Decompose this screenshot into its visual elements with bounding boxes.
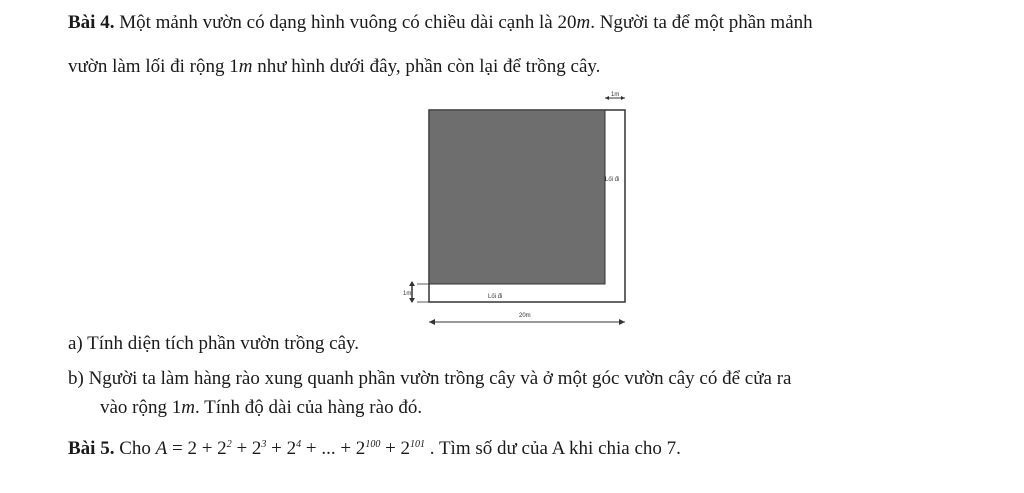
part-b-text-2b: . Tính độ dài của hàng rào đó. <box>195 397 423 418</box>
exponent: 100 <box>365 439 381 450</box>
formula-part: + 2 <box>231 438 262 459</box>
part-b-text-1: b) Người ta làm hàng rào xung quanh phần vườn trồng cây và ở một góc vườn cây có để cửa ra <box>68 368 792 389</box>
var-A: A <box>155 438 168 459</box>
arrow-head <box>621 96 625 100</box>
problem-4-text-2a: vườn làm lối đi rộng 1 <box>68 56 239 77</box>
bottom-path-label: Lối đi <box>488 294 503 300</box>
formula-part: + ... + 2 <box>301 438 366 459</box>
formula-part: = 2 + 2 <box>167 438 227 459</box>
part-b-text-2a: vào rộng 1 <box>100 397 182 418</box>
part-b-line-2 <box>100 397 422 419</box>
arrow-head <box>605 96 609 100</box>
arrow-head <box>429 319 435 325</box>
formula-A <box>156 438 425 459</box>
exponent: 3 <box>261 439 267 450</box>
unit-m: m <box>238 56 253 77</box>
problem-5 <box>68 438 681 460</box>
arrow-head <box>409 281 415 286</box>
garden-figure <box>395 88 635 328</box>
exponent: 4 <box>296 439 302 450</box>
arrow-head <box>619 319 625 325</box>
formula-part: + 2 <box>380 438 411 459</box>
bottom-length-label: 20m <box>519 313 531 319</box>
problem-4-label: Bài 4. <box>68 12 115 33</box>
exponent: 2 <box>226 439 232 450</box>
problem-4-line-2 <box>68 56 600 78</box>
arrow-head <box>409 298 415 303</box>
side-path-label: Lối đi <box>605 177 620 183</box>
problem-5-label: Bài 5. <box>68 438 115 459</box>
planted-area <box>429 110 605 284</box>
problem-4-text-2b: như hình dưới đây, phần còn lại để trồng cây. <box>252 56 601 77</box>
unit-m: m <box>576 12 591 33</box>
problem-5-tail: . Tìm số dư của A khi chia cho 7. <box>425 438 681 459</box>
part-a <box>68 333 359 355</box>
problem-4-line-1 <box>68 12 813 34</box>
top-width-label: 1m <box>611 92 620 98</box>
problem-4-text-1b: . Người ta để một phần mảnh <box>590 12 813 33</box>
exponent: 101 <box>410 439 426 450</box>
problem-5-intro: Cho <box>114 438 156 459</box>
part-a-text: a) Tính diện tích phần vườn trồng cây. <box>68 333 360 354</box>
formula-part: + 2 <box>266 438 297 459</box>
left-width-label: 1m <box>403 291 412 297</box>
unit-m: m <box>181 397 195 418</box>
part-b-line-1 <box>68 368 791 390</box>
problem-4-text-1a: Một mảnh vườn có dạng hình vuông có chiều dài cạnh là 20 <box>114 12 577 33</box>
